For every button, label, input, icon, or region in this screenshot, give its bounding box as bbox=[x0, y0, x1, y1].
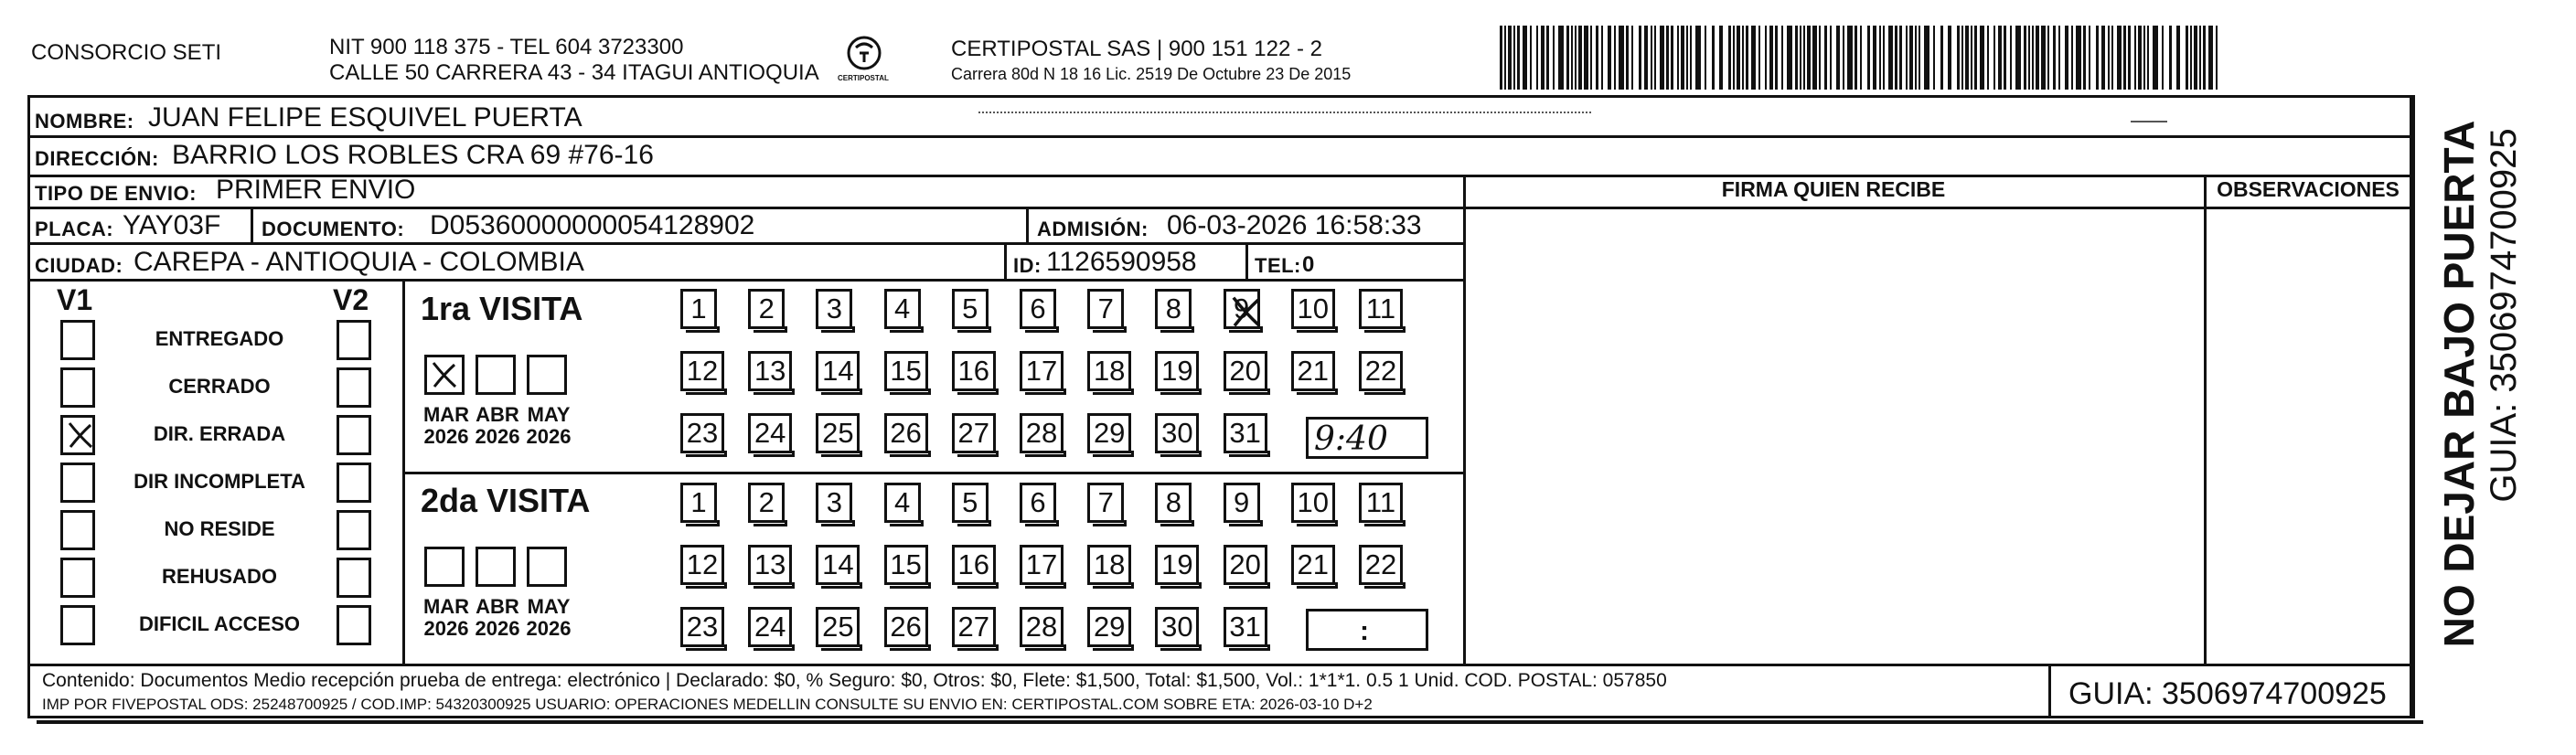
day-box[interactable]: 12 bbox=[680, 545, 724, 585]
barcode-bar bbox=[1651, 26, 1652, 90]
firma-area[interactable] bbox=[1467, 207, 2203, 664]
tel-value: 0 bbox=[1302, 252, 1315, 277]
day-box[interactable]: 24 bbox=[748, 413, 792, 453]
barcode-bar bbox=[1830, 26, 1832, 90]
carrier-line: CERTIPOSTAL SAS | 900 151 122 - 2 bbox=[951, 37, 1322, 61]
barcode-bar bbox=[1961, 26, 1963, 90]
barcode-bar bbox=[1513, 26, 1515, 90]
barcode-bar bbox=[1546, 26, 1549, 90]
day-box[interactable]: 19 bbox=[1155, 351, 1199, 391]
month-year: 2026 bbox=[423, 617, 469, 640]
v1-checkbox[interactable] bbox=[60, 605, 95, 645]
barcode-bar bbox=[2208, 26, 2213, 90]
barcode-bar bbox=[2190, 26, 2192, 90]
documento-label: DOCUMENTO: bbox=[262, 218, 405, 240]
barcode-bar bbox=[2053, 26, 2056, 90]
barcode-bar bbox=[1654, 26, 1656, 90]
barcode-bar bbox=[1686, 26, 1688, 90]
barcode-bar bbox=[1566, 26, 1569, 90]
barcode-bar bbox=[2076, 26, 2081, 90]
month-checkbox[interactable] bbox=[527, 355, 567, 395]
firma-header: FIRMA QUIEN RECIBE bbox=[1721, 177, 1946, 201]
day-box[interactable]: 9 bbox=[1224, 289, 1260, 329]
barcode-bar bbox=[2024, 26, 2026, 90]
barcode-bar bbox=[1631, 26, 1633, 90]
barcode-bar bbox=[2134, 26, 2136, 90]
barcode-bar bbox=[2015, 26, 2021, 90]
v1-checkbox[interactable] bbox=[60, 367, 95, 408]
day-box[interactable]: 25 bbox=[816, 413, 860, 453]
barcode-bar bbox=[1803, 26, 1805, 90]
v1-checkbox[interactable] bbox=[60, 320, 95, 360]
footer-imp: IMP POR FIVEPOSTAL ODS: 25248700925 / COD.IMP: 54320300925 USUARIO: OPERACIONES MEDELLIN CONSULTE SU ENVIO EN: CERTIPOSTAL.COM SOBRE ETA: 2026-03-10 D+2 bbox=[42, 696, 1373, 713]
no-dejar-warning: NO DEJAR BAJO PUERTA bbox=[2435, 120, 2483, 648]
barcode-bar bbox=[1644, 26, 1648, 90]
day-box[interactable]: 1 bbox=[680, 289, 717, 329]
barcode-bar bbox=[1737, 26, 1740, 90]
barcode-bar bbox=[1571, 26, 1573, 90]
day-box[interactable]: 16 bbox=[952, 351, 996, 391]
barcode-bar bbox=[1751, 26, 1756, 90]
status-option-label: DIFICIL ACCESO bbox=[138, 612, 300, 635]
barcode-bar bbox=[1666, 26, 1669, 90]
barcode-bar bbox=[2162, 26, 2164, 90]
barcode-bar bbox=[2117, 26, 2122, 90]
barcode-bar bbox=[1847, 26, 1853, 90]
day-box[interactable]: 15 bbox=[884, 545, 928, 585]
barcode-bar bbox=[1578, 26, 1582, 90]
month-year: 2026 bbox=[526, 425, 572, 448]
v2-checkbox[interactable] bbox=[337, 463, 371, 503]
month-name: ABR bbox=[476, 595, 519, 618]
v2-checkbox[interactable] bbox=[337, 558, 371, 598]
admision-value: 06-03-2026 16:58:33 bbox=[1167, 210, 1422, 240]
day-box[interactable]: 20 bbox=[1224, 545, 1267, 585]
month-label bbox=[472, 404, 523, 448]
barcode-bar bbox=[1933, 26, 1935, 90]
day-box[interactable]: 6 bbox=[1020, 289, 1056, 329]
faint-print-noise bbox=[978, 112, 1591, 113]
barcode-bar bbox=[1879, 26, 1881, 90]
barcode-bar bbox=[1957, 26, 1960, 90]
barcode-bar bbox=[1800, 26, 1801, 90]
barcode-bar bbox=[2071, 26, 2073, 90]
day-box[interactable]: 8 bbox=[1155, 483, 1192, 523]
barcode-bar bbox=[1742, 26, 1744, 90]
barcode-bar bbox=[2101, 26, 2105, 90]
day-box[interactable]: 19 bbox=[1155, 545, 1199, 585]
barcode-bar bbox=[1924, 26, 1929, 90]
placa-value: YAY03F bbox=[123, 210, 221, 240]
day-box[interactable]: 28 bbox=[1020, 413, 1064, 453]
visit2-time-box[interactable] bbox=[1306, 609, 1428, 651]
barcode-bar bbox=[1660, 26, 1664, 90]
barcode-bar bbox=[1733, 26, 1735, 90]
barcode-bar bbox=[2186, 26, 2188, 90]
month-checkbox[interactable] bbox=[424, 547, 465, 587]
barcode-bar bbox=[2143, 26, 2145, 90]
day-box[interactable]: 29 bbox=[1087, 413, 1131, 453]
day-box[interactable]: 7 bbox=[1087, 483, 1124, 523]
day-box[interactable]: 21 bbox=[1291, 545, 1335, 585]
month-checkbox[interactable] bbox=[424, 355, 465, 395]
month-label bbox=[421, 404, 472, 448]
ciudad-value: CAREPA - ANTIOQUIA - COLOMBIA bbox=[134, 247, 584, 277]
barcode-bar bbox=[1940, 26, 1943, 90]
status-option-label: CERRADO bbox=[168, 375, 271, 398]
barcode-bar bbox=[1895, 26, 1897, 90]
day-box[interactable]: 8 bbox=[1155, 289, 1192, 329]
v1-check-mark-icon bbox=[65, 420, 96, 451]
nombre-label: NOMBRE: bbox=[35, 110, 134, 133]
day-box[interactable]: 5 bbox=[952, 483, 989, 523]
barcode-bar bbox=[2203, 26, 2206, 90]
day-box[interactable]: 14 bbox=[816, 351, 860, 391]
barcode-bar bbox=[2047, 26, 2049, 90]
barcode-bar bbox=[1677, 26, 1679, 90]
barcode-bar bbox=[1965, 26, 1969, 90]
license-line: Carrera 80d N 18 16 Lic. 2519 De Octubre 23 De 2015 bbox=[951, 65, 1352, 83]
address-line: CALLE 50 CARRERA 43 - 34 ITAGUI ANTIOQUIA bbox=[329, 60, 819, 85]
barcode-bar bbox=[2004, 26, 2006, 90]
barcode-bar bbox=[2010, 26, 2012, 90]
day-box[interactable]: 11 bbox=[1359, 289, 1403, 329]
barcode-bar bbox=[2083, 26, 2086, 90]
day-box[interactable]: 3 bbox=[816, 483, 852, 523]
barcode-bar bbox=[2065, 26, 2068, 90]
day-box[interactable]: 25 bbox=[816, 607, 860, 647]
barcode-bar bbox=[1575, 26, 1577, 90]
month-label bbox=[523, 596, 574, 640]
month-name: MAR bbox=[422, 595, 470, 618]
month-checkbox[interactable] bbox=[476, 355, 516, 395]
documento-value: D05360000000054128902 bbox=[430, 210, 755, 240]
barcode-bar bbox=[1843, 26, 1844, 90]
frame-shadow-bottom bbox=[37, 720, 2423, 724]
barcode-bar bbox=[1671, 26, 1673, 90]
day-box[interactable]: 27 bbox=[952, 607, 996, 647]
status-option-label: REHUSADO bbox=[162, 565, 277, 588]
barcode-bar bbox=[1971, 26, 1972, 90]
barcode-bar bbox=[2041, 26, 2046, 90]
barcode-bar bbox=[1888, 26, 1893, 90]
visit2-title: 2da VISITA bbox=[421, 482, 591, 519]
day-box[interactable]: 17 bbox=[1020, 545, 1064, 585]
barcode-bar bbox=[2128, 26, 2131, 90]
barcode-bar bbox=[1508, 26, 1512, 90]
barcode-bar bbox=[1775, 26, 1778, 90]
barcode-bar bbox=[1590, 26, 1592, 90]
barcode-bar bbox=[1500, 26, 1502, 90]
month-label bbox=[523, 404, 574, 448]
day-box[interactable]: 10 bbox=[1291, 483, 1335, 523]
barcode-bar bbox=[1619, 26, 1624, 90]
v2-checkbox[interactable] bbox=[337, 510, 371, 550]
id-label: ID: bbox=[1013, 254, 1042, 277]
day-box[interactable]: 22 bbox=[1359, 351, 1403, 391]
v1-checkbox[interactable] bbox=[60, 558, 95, 598]
day-box[interactable]: 2 bbox=[748, 483, 785, 523]
v1-checkbox[interactable] bbox=[60, 463, 95, 503]
day-box[interactable]: 1 bbox=[680, 483, 717, 523]
id-value: 1126590958 bbox=[1046, 247, 1197, 277]
month-name: MAY bbox=[527, 595, 571, 618]
month-name: MAR bbox=[422, 403, 470, 426]
v1-label: V1 bbox=[57, 283, 93, 316]
day-check-mark-icon bbox=[1228, 293, 1265, 330]
barcode-bar bbox=[1746, 26, 1748, 90]
barcode-bar bbox=[1681, 26, 1684, 90]
month-checkbox[interactable] bbox=[476, 547, 516, 587]
barcode-bar bbox=[1915, 26, 1917, 90]
day-box[interactable]: 4 bbox=[884, 483, 921, 523]
month-year: 2026 bbox=[526, 617, 572, 640]
barcode-bar bbox=[1712, 26, 1715, 90]
visit1-time: 9:40 bbox=[1314, 420, 1388, 458]
day-box[interactable]: 22 bbox=[1359, 545, 1403, 585]
month-check-mark-icon bbox=[429, 359, 460, 390]
day-box[interactable]: 23 bbox=[680, 607, 724, 647]
barcode-bar bbox=[1883, 26, 1885, 90]
barcode-bar bbox=[2199, 26, 2201, 90]
barcode-bar bbox=[1987, 26, 1989, 90]
day-box[interactable]: 15 bbox=[884, 351, 928, 391]
barcode-bar bbox=[2096, 26, 2099, 90]
ciudad-label: CIUDAD: bbox=[35, 254, 123, 277]
barcode-bar bbox=[1812, 26, 1817, 90]
month-year: 2026 bbox=[475, 425, 520, 448]
day-box[interactable]: 4 bbox=[884, 289, 921, 329]
direccion-label: DIRECCIÓN: bbox=[35, 147, 159, 170]
barcode-bar bbox=[1705, 26, 1706, 90]
barcode-bar bbox=[1523, 26, 1527, 90]
barcode-bar bbox=[1855, 26, 1857, 90]
footer-content: Contenido: Documentos Medio recepción prueba de entrega: electrónico | Declarado: $0, % Seguro: $0, Otros: $0, Flete: $1,500, Total: $1,500, Vol.: 1*1*1. 0.5 1 Unid. COD. POSTAL: 057850 bbox=[42, 670, 1667, 691]
day-box[interactable]: 9 bbox=[1224, 483, 1260, 523]
side-guia: GUIA: 3506974700925 bbox=[2484, 128, 2524, 503]
barcode-bar bbox=[1553, 26, 1555, 90]
barcode-bar bbox=[1536, 26, 1538, 90]
day-box[interactable]: 18 bbox=[1087, 351, 1131, 391]
month-label bbox=[472, 596, 523, 640]
barcode-bar bbox=[2123, 26, 2126, 90]
nombre-value: JUAN FELIPE ESQUIVEL PUERTA bbox=[148, 102, 583, 133]
day-box[interactable]: 13 bbox=[748, 545, 792, 585]
barcode-bar bbox=[1781, 26, 1783, 90]
month-name: ABR bbox=[476, 403, 519, 426]
barcode-bar bbox=[1836, 26, 1840, 90]
barcode-bar bbox=[1980, 26, 1984, 90]
day-box[interactable]: 5 bbox=[952, 289, 989, 329]
barcode-bar bbox=[2111, 26, 2113, 90]
nit-line: NIT 900 118 375 - TEL 604 3723300 bbox=[329, 35, 684, 59]
barcode-bar bbox=[2032, 26, 2034, 90]
day-box[interactable]: 26 bbox=[884, 607, 928, 647]
barcode-bar bbox=[2108, 26, 2110, 90]
day-box[interactable]: 16 bbox=[952, 545, 996, 585]
barcode-bar bbox=[1601, 26, 1603, 90]
barcode-bar bbox=[1867, 26, 1870, 90]
footer-guia: GUIA: 3506974700925 bbox=[2068, 676, 2387, 711]
status-option-label: NO RESIDE bbox=[164, 517, 275, 540]
visit1-title: 1ra VISITA bbox=[421, 290, 583, 327]
barcode-bar bbox=[1909, 26, 1913, 90]
barcode-bar bbox=[2176, 26, 2180, 90]
observaciones-header: OBSERVACIONES bbox=[2217, 177, 2400, 201]
tipo-value: PRIMER ENVIO bbox=[216, 175, 416, 205]
barcode-bar bbox=[1530, 26, 1532, 90]
barcode-bar bbox=[1948, 26, 1951, 90]
day-box[interactable]: 6 bbox=[1020, 483, 1056, 523]
barcode-bar bbox=[1626, 26, 1629, 90]
barcode-bar bbox=[2147, 26, 2149, 90]
placa-label: PLACA: bbox=[35, 218, 114, 240]
day-box[interactable]: 17 bbox=[1020, 351, 1064, 391]
barcode-bar bbox=[1758, 26, 1760, 90]
day-box[interactable]: 27 bbox=[952, 413, 996, 453]
v1-checkbox[interactable] bbox=[60, 415, 95, 455]
day-box[interactable]: 23 bbox=[680, 413, 724, 453]
v2-label: V2 bbox=[333, 283, 369, 316]
day-box[interactable]: 26 bbox=[884, 413, 928, 453]
barcode-bar bbox=[1584, 26, 1588, 90]
status-option-label: ENTREGADO bbox=[155, 327, 284, 350]
barcode-bar bbox=[1719, 26, 1723, 90]
admision-label: ADMISIÓN: bbox=[1037, 218, 1149, 240]
v2-checkbox[interactable] bbox=[337, 605, 371, 645]
barcode-bar bbox=[1974, 26, 1977, 90]
barcode-bar bbox=[1819, 26, 1821, 90]
day-box[interactable]: 18 bbox=[1087, 545, 1131, 585]
barcode-bar bbox=[1824, 26, 1827, 90]
day-box[interactable]: 31 bbox=[1224, 413, 1267, 453]
barcode-bar bbox=[1899, 26, 1902, 90]
day-box[interactable]: 3 bbox=[816, 289, 852, 329]
day-box[interactable]: 28 bbox=[1020, 607, 1064, 647]
barcode-bar bbox=[1596, 26, 1598, 90]
barcode-bar bbox=[1993, 26, 1995, 90]
barcode-bar bbox=[1998, 26, 2002, 90]
month-name: MAY bbox=[527, 403, 571, 426]
barcode-bar bbox=[1807, 26, 1811, 90]
company-name: CONSORCIO SETI bbox=[31, 40, 222, 65]
barcode-bar bbox=[1728, 26, 1731, 90]
barcode-bar bbox=[1517, 26, 1520, 90]
day-box[interactable]: 31 bbox=[1224, 607, 1267, 647]
status-option-label: DIR INCOMPLETA bbox=[134, 470, 305, 493]
barcode-bar bbox=[1558, 26, 1564, 90]
day-box[interactable]: 11 bbox=[1359, 483, 1403, 523]
v1-checkbox[interactable] bbox=[60, 510, 95, 550]
barcode-bar bbox=[2089, 26, 2090, 90]
barcode-bar bbox=[1906, 26, 1908, 90]
tipo-label: TIPO DE ENVIO: bbox=[35, 182, 197, 205]
barcode-bar bbox=[1860, 26, 1862, 90]
barcode-bar bbox=[2028, 26, 2030, 90]
day-box[interactable]: 21 bbox=[1291, 351, 1335, 391]
day-box[interactable]: 14 bbox=[816, 545, 860, 585]
barcode-bar bbox=[2216, 26, 2218, 90]
v2-checkbox[interactable] bbox=[337, 320, 371, 360]
status-option-label: DIR. ERRADA bbox=[153, 422, 286, 445]
barcode-bar bbox=[1504, 26, 1506, 90]
v2-checkbox[interactable] bbox=[337, 367, 371, 408]
visit1-time-box[interactable] bbox=[1306, 417, 1428, 459]
month-checkbox[interactable] bbox=[527, 547, 567, 587]
barcode bbox=[1500, 26, 2222, 90]
faint-print-mark bbox=[2131, 121, 2167, 122]
barcode-bar bbox=[1919, 26, 1920, 90]
barcode-bar bbox=[1769, 26, 1773, 90]
barcode-bar bbox=[1639, 26, 1641, 90]
barcode-bar bbox=[1695, 26, 1701, 90]
barcode-bar bbox=[1608, 26, 1611, 90]
day-box[interactable]: 30 bbox=[1155, 607, 1199, 647]
month-label bbox=[421, 596, 472, 640]
barcode-bar bbox=[2058, 26, 2060, 90]
day-box[interactable]: 7 bbox=[1087, 289, 1124, 329]
day-box[interactable]: 20 bbox=[1224, 351, 1267, 391]
barcode-bar bbox=[2194, 26, 2197, 90]
barcode-bar bbox=[1765, 26, 1767, 90]
day-box[interactable]: 2 bbox=[748, 289, 785, 329]
barcode-bar bbox=[2036, 26, 2039, 90]
certipostal-logo bbox=[832, 31, 896, 90]
barcode-bar bbox=[2153, 26, 2158, 90]
visit2-time: : bbox=[1360, 616, 1369, 646]
barcode-bar bbox=[1795, 26, 1798, 90]
barcode-bar bbox=[1873, 26, 1876, 90]
v2-checkbox[interactable] bbox=[337, 415, 371, 455]
month-year: 2026 bbox=[475, 617, 520, 640]
barcode-bar bbox=[1787, 26, 1792, 90]
tel-label: TEL: bbox=[1255, 254, 1301, 277]
day-box[interactable]: 12 bbox=[680, 351, 724, 391]
barcode-bar bbox=[1541, 26, 1545, 90]
barcode-bar bbox=[2169, 26, 2172, 90]
barcode-bar bbox=[1690, 26, 1692, 90]
day-box[interactable]: 30 bbox=[1155, 413, 1199, 453]
observaciones-area[interactable] bbox=[2207, 207, 2411, 664]
day-box[interactable]: 29 bbox=[1087, 607, 1131, 647]
month-year: 2026 bbox=[423, 425, 469, 448]
direccion-value: BARRIO LOS ROBLES CRA 69 #76-16 bbox=[172, 140, 654, 170]
day-box[interactable]: 10 bbox=[1291, 289, 1335, 329]
day-box[interactable]: 24 bbox=[748, 607, 792, 647]
logo-text: CERTIPOSTAL bbox=[838, 74, 889, 82]
barcode-bar bbox=[2138, 26, 2142, 90]
barcode-bar bbox=[1614, 26, 1616, 90]
day-box[interactable]: 13 bbox=[748, 351, 792, 391]
